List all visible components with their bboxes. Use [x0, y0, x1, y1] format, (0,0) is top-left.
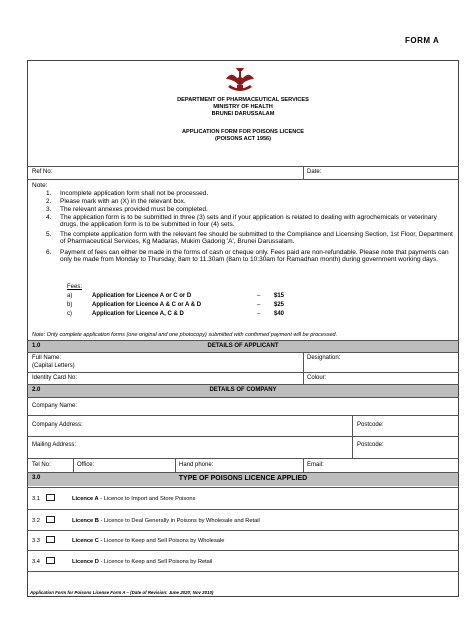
postcode-field[interactable] — [388, 416, 455, 434]
postcode-label: Postcode: — [357, 422, 384, 428]
ministry-name: MINISTRY OF HEALTH — [213, 104, 273, 110]
company-name-field[interactable] — [80, 398, 455, 413]
ref-no-field[interactable] — [52, 167, 300, 178]
full-name-field[interactable] — [70, 353, 300, 371]
section-1-header: 1.0 DETAILS OF APPLICANT — [28, 341, 458, 352]
note-heading: Note: — [32, 182, 48, 189]
ic-label: Identity Card No: — [32, 375, 78, 381]
licence-b-checkbox[interactable] — [46, 516, 55, 523]
email-field[interactable] — [330, 459, 455, 471]
licence-c-checkbox[interactable] — [46, 536, 55, 543]
brunei-crest-logo — [223, 65, 257, 95]
licence-c-label: Licence C - Licence to Keep and Sell Poisons by Wholesale — [72, 538, 225, 544]
licence-a-label: Licence A - Licence to Import and Store Poisons — [72, 496, 196, 502]
date-field[interactable] — [325, 167, 455, 178]
capital-letters-hint: (Capital Letters) — [32, 363, 75, 369]
date-label: Date: — [307, 169, 322, 175]
licence-num: 3.3 — [32, 538, 40, 544]
postcode-label: Postcode: — [357, 442, 384, 448]
form-code: FORM A — [405, 36, 440, 45]
colour-field[interactable] — [335, 373, 455, 383]
ic-field[interactable] — [85, 373, 300, 383]
licence-num: 3.2 — [32, 518, 40, 524]
licence-d-label: Licence D - Licence to Keep and Sell Poisons by Retail — [72, 559, 213, 565]
email-label: Email: — [307, 462, 324, 468]
page-footer: Application Form for Poisons License Form A – (Date of Revision: June 2020; Nov 2010) — [30, 590, 214, 595]
colour-label: Colour: — [307, 375, 327, 381]
handphone-label: Hand phone: — [179, 462, 214, 468]
licence-num: 3.4 — [32, 559, 40, 565]
section-3-header: 3.0 TYPE OF POISONS LICENCE APPLIED — [28, 473, 458, 486]
company-name-label: Company Name: — [32, 403, 78, 409]
designation-label: Designation: — [307, 355, 341, 361]
designation-field[interactable] — [350, 353, 455, 371]
licence-d-checkbox[interactable] — [46, 557, 55, 564]
postcode-field[interactable] — [388, 437, 455, 457]
ref-no-label: Ref No: — [32, 169, 53, 175]
licence-b-label: Licence B - Licence to Deal Generally in Poisons by Wholesale and Retail — [72, 518, 260, 524]
licence-a-checkbox[interactable] — [46, 494, 55, 501]
section-2-header: 2.0 DETAILS OF COMPANY — [28, 385, 458, 397]
handphone-field[interactable] — [215, 459, 300, 471]
company-address-label: Company Address: — [32, 422, 83, 428]
licence-num: 3.1 — [32, 496, 40, 502]
mailing-address-label: Mailing Address: — [32, 442, 77, 448]
tel-label: Tel No: — [32, 462, 51, 468]
country-name: BRUNEI DARUSSALAM — [211, 111, 275, 117]
office-phone-field[interactable] — [100, 459, 172, 471]
act-title: (POISONS ACT 1956) — [214, 136, 272, 142]
mailing-address-field[interactable] — [85, 437, 349, 457]
office-label: Office: — [77, 462, 95, 468]
bottom-note: Note: Only complete application forms (one original and one photocopy) submitted with confirmed payment will be processed. — [32, 332, 338, 338]
form-title: APPLICATION FORM FOR POISONS LICENCE — [181, 129, 305, 135]
full-name-label: Full Name: — [32, 355, 62, 361]
dept-name: DEPARTMENT OF PHARMACEUTICAL SERVICES — [177, 97, 309, 103]
fees-heading: Fees: — [67, 284, 83, 290]
company-address-field[interactable] — [85, 416, 349, 434]
